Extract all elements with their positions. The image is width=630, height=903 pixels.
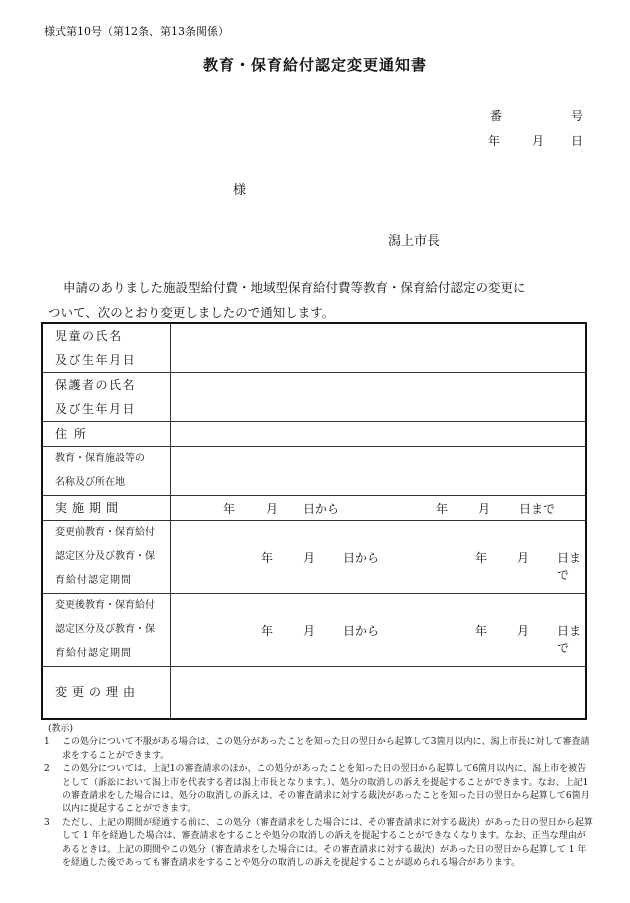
after-label-line-1: 変更後教育・保育給付	[55, 600, 155, 611]
before-start-month: 月	[303, 551, 316, 565]
after-start-year: 年	[261, 624, 274, 638]
guardian-label-line-1: 保護者の氏名	[55, 378, 137, 392]
period-start-month: 月	[266, 502, 279, 516]
guardian-value-field[interactable]	[171, 373, 587, 422]
number-label-right: 号	[570, 109, 583, 123]
after-end-year: 年	[475, 624, 488, 638]
note-2-number: 2	[44, 764, 50, 775]
body-text-line-2: ついて、次のとおり変更しましたので通知します。	[48, 305, 335, 320]
facility-label-line-1: 教育・保育施設等の	[55, 453, 145, 464]
after-start-from: 日から	[343, 624, 380, 638]
document-title: 教育・保育給付認定変更通知書	[202, 56, 427, 74]
date-month: 月	[532, 134, 545, 148]
body-text-line-1: 申請のありました施設型給付費・地域型保育給付費等教育・保育給付認定の変更に	[63, 280, 526, 295]
facility-label-line-2: 名称及び所在地	[55, 477, 125, 488]
address-label	[42, 422, 171, 447]
child-label	[42, 323, 171, 373]
note-3-text: ただし、上記の期間が経過する前に、この処分（審査請求をした場合には、その審査請求に対する裁決）があった日の翌日から起算して 1 年を経過した場合は、審査請求をすることや処分の取消しの訴えを提起することができなくなります。なお、正当な理由があるときは、上記の期間やこの処分（審査請求をした場合には、その審査請求に対する裁決）があった日の翌日から起算して 1 年を経過した後であっても審査請求をすることや処分の取消しの訴えを提起することが認められる場合があります。	[62, 817, 593, 869]
date-day: 日	[570, 134, 583, 148]
after-label-line-3: 育給付認定期間	[55, 648, 132, 659]
period-label	[42, 496, 171, 521]
address-label-a: 住	[55, 427, 69, 441]
before-start-year: 年	[261, 551, 274, 565]
note-2-text: この処分については、上記1の審査請求のほか、この処分があったことを知った日の翌日から起算して6箇月以内に、潟上市を被告として（訴訟において潟上市を代表する者は潟上市長となります。）、処分の取消しの訴えを提起することができます。なお、上記1の審査請求をした場合には、処分の取消しの訴えは、その審査請求に対する裁決があったことを知った日の翌日から起算して6箇月以内に提起することができます。	[62, 764, 590, 815]
period-end-to: 日まで	[519, 502, 556, 516]
address-value-field[interactable]	[171, 422, 587, 447]
reason-label	[42, 667, 171, 719]
note-3-number: 3	[44, 817, 50, 828]
note-1-text: この処分について不服がある場合は、この処分があったことを知った日の翌日から起算して3箇月以内に、潟上市長に対して審査請求をすることができます。	[62, 737, 590, 761]
period-end-month: 月	[478, 502, 491, 516]
form-number: 様式第10号（第12条、第13条関係）	[44, 25, 229, 38]
number-label-left: 番	[490, 109, 503, 123]
reason-label-text: 変更の理由	[55, 685, 141, 700]
before-start-from: 日から	[343, 551, 380, 565]
child-label-line-2: 及び生年月日	[55, 353, 137, 367]
addressee-suffix: 様	[233, 183, 247, 198]
guardian-label	[42, 373, 171, 422]
before-label-line-1: 変更前教育・保育給付	[55, 527, 155, 538]
note-2	[44, 763, 594, 817]
instructions-notes	[44, 723, 594, 870]
address-label-b: 所	[73, 427, 88, 441]
issuer-name: 潟上市長	[388, 234, 441, 249]
child-label-line-1: 児童の氏名	[55, 329, 123, 343]
before-change-value	[171, 521, 587, 594]
period-value	[171, 496, 587, 521]
after-end-month: 月	[517, 624, 530, 638]
after-change-row	[42, 594, 586, 667]
facility-value-field[interactable]	[171, 447, 587, 496]
after-change-label	[42, 594, 171, 667]
before-change-row	[42, 521, 586, 594]
address-row	[42, 422, 586, 447]
period-start-year: 年	[223, 502, 236, 516]
before-label-line-3: 育給付認定期間	[55, 575, 132, 586]
notes-header: (教示)	[48, 724, 74, 734]
note-3	[44, 817, 594, 871]
before-end-year: 年	[475, 551, 488, 565]
child-value-field[interactable]	[171, 323, 587, 373]
reason-value-field[interactable]	[171, 667, 587, 719]
period-end-year: 年	[436, 502, 449, 516]
period-label-text: 実施期間	[55, 501, 124, 515]
child-row	[42, 323, 586, 373]
date-year: 年	[488, 134, 501, 148]
guardian-row	[42, 373, 586, 422]
before-label-line-2: 認定区分及び教育・保	[55, 551, 155, 562]
before-change-label	[42, 521, 171, 594]
period-start-from: 日から	[303, 502, 340, 516]
guardian-label-line-2: 及び生年月日	[55, 402, 137, 416]
after-end-to: 日まで	[557, 624, 582, 655]
period-row	[42, 496, 586, 521]
before-end-to: 日まで	[557, 551, 582, 582]
reason-row	[42, 667, 586, 719]
after-label-line-2: 認定区分及び教育・保	[55, 624, 155, 635]
before-end-month: 月	[517, 551, 530, 565]
facility-label	[42, 447, 171, 496]
facility-row	[42, 447, 586, 496]
details-table	[41, 322, 587, 720]
after-change-value	[171, 594, 587, 667]
after-start-month: 月	[303, 624, 316, 638]
note-1-number: 1	[44, 737, 50, 748]
note-1	[44, 736, 594, 763]
